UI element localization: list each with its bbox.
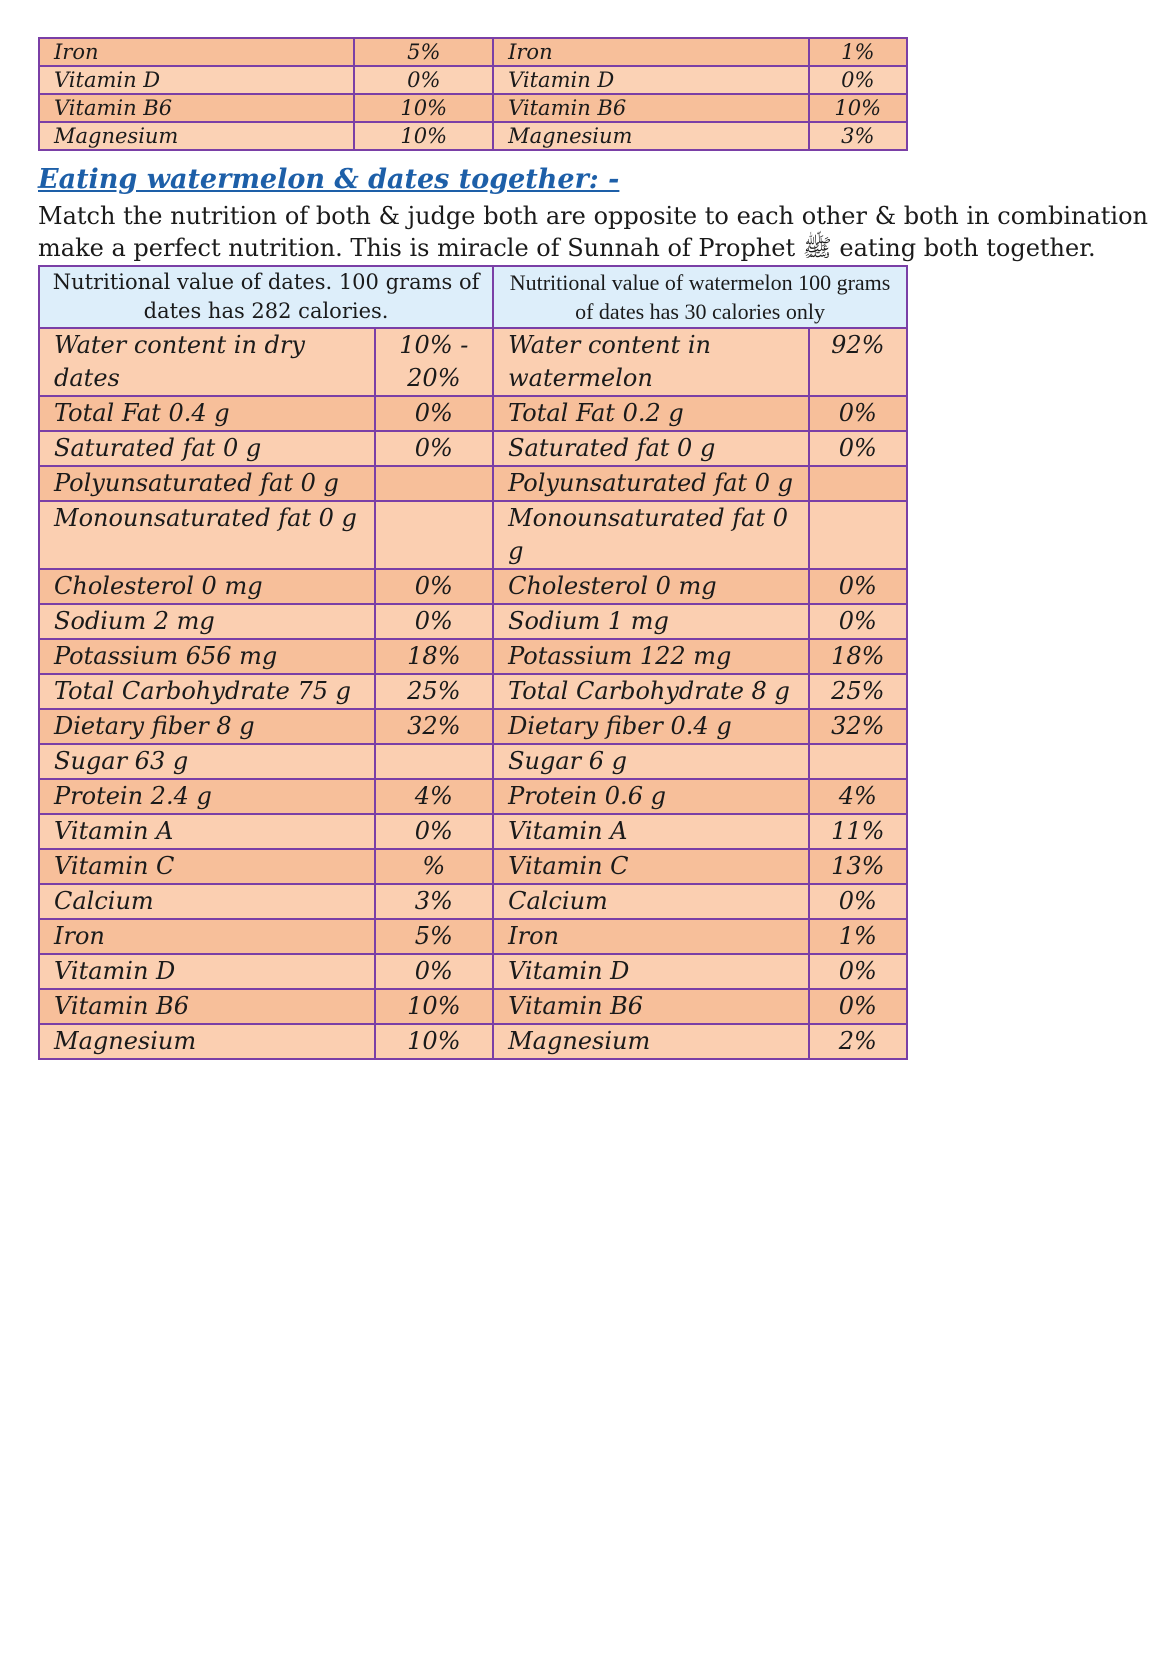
table-row (39, 814, 907, 849)
dates-nutrient-cell: Water content in dry dates (39, 328, 375, 396)
dates-value-cell: 0% (375, 954, 494, 989)
dates-value-cell: 10% (354, 94, 493, 122)
dates-nutrient-cell: Magnesium (39, 122, 354, 150)
watermelon-value-cell: 32% (809, 709, 907, 744)
comparison-table (38, 265, 908, 1060)
watermelon-nutrient-cell: Vitamin C (493, 849, 808, 884)
watermelon-nutrient-cell: Magnesium (493, 122, 808, 150)
watermelon-nutrient-cell: Saturated fat 0 g (493, 431, 808, 466)
watermelon-nutrient-cell: Dietary fiber 0.4 g (493, 709, 808, 744)
dates-nutrient-cell: Total Fat 0.4 g (39, 396, 375, 431)
watermelon-value-cell: 1% (809, 919, 907, 954)
table-row (39, 466, 907, 501)
watermelon-value-cell: 2% (809, 1024, 907, 1059)
table-row (39, 604, 907, 639)
dates-nutrient-cell: Vitamin D (39, 66, 354, 94)
dates-value-cell: 0% (354, 66, 493, 94)
dates-nutrient-cell: Magnesium (39, 1024, 375, 1059)
watermelon-value-cell: 11% (809, 814, 907, 849)
dates-value-cell: 0% (375, 431, 494, 466)
watermelon-value-cell: 0% (809, 884, 907, 919)
watermelon-value-cell: 13% (809, 849, 907, 884)
dates-value-cell: 0% (375, 569, 494, 604)
watermelon-value-cell: 1% (809, 38, 907, 66)
table-row (39, 501, 907, 569)
top-nutrition-table (38, 37, 908, 151)
watermelon-nutrient-cell: Iron (493, 919, 808, 954)
dates-nutrient-cell: Dietary fiber 8 g (39, 709, 375, 744)
dates-nutrient-cell: Sodium 2 mg (39, 604, 375, 639)
dates-nutrient-cell: Vitamin A (39, 814, 375, 849)
table-row (39, 954, 907, 989)
dates-value-cell: 10% (375, 1024, 494, 1059)
watermelon-nutrient-cell: Sodium 1 mg (493, 604, 808, 639)
watermelon-nutrient-cell: Cholesterol 0 mg (493, 569, 808, 604)
dates-nutrient-cell: Potassium 656 mg (39, 639, 375, 674)
watermelon-nutrient-cell: Total Carbohydrate 8 g (493, 674, 808, 709)
dates-value-cell: % (375, 849, 494, 884)
watermelon-value-cell: 0% (809, 954, 907, 989)
table-row (39, 569, 907, 604)
watermelon-nutrient-cell: Iron (493, 38, 808, 66)
watermelon-nutrient-cell: Vitamin B6 (493, 94, 808, 122)
watermelon-nutrient-cell: Vitamin D (493, 954, 808, 989)
watermelon-value-cell (809, 466, 907, 501)
dates-nutrient-cell: Iron (39, 38, 354, 66)
table-row (39, 396, 907, 431)
watermelon-value-cell: 10% (809, 94, 907, 122)
dates-value-cell: 3% (375, 884, 494, 919)
dates-nutrient-cell: Vitamin D (39, 954, 375, 989)
dates-value-cell: 32% (375, 709, 494, 744)
section-heading: Eating watermelon & dates together: - (38, 164, 620, 195)
dates-nutrient-cell: Protein 2.4 g (39, 779, 375, 814)
watermelon-value-cell (809, 744, 907, 779)
watermelon-value-cell: 18% (809, 639, 907, 674)
dates-nutrient-cell: Calcium (39, 884, 375, 919)
dates-nutrient-cell: Cholesterol 0 mg (39, 569, 375, 604)
dates-value-cell: 5% (354, 38, 493, 66)
dates-header: Nutritional value of dates. 100 grams of dates has 282 calories. (39, 266, 493, 328)
watermelon-nutrient-cell: Potassium 122 mg (493, 639, 808, 674)
dates-nutrient-cell: Monounsaturated fat 0 g (39, 501, 375, 569)
watermelon-value-cell: 92% (809, 328, 907, 396)
dates-value-cell (375, 744, 494, 779)
watermelon-header: Nutritional value of watermelon 100 grams of dates has 30 calories only (493, 266, 907, 328)
dates-nutrient-cell: Vitamin B6 (39, 94, 354, 122)
table-row (39, 779, 907, 814)
watermelon-value-cell: 4% (809, 779, 907, 814)
table-row (39, 431, 907, 466)
dates-value-cell: 10% (354, 122, 493, 150)
watermelon-nutrient-cell: Magnesium (493, 1024, 808, 1059)
table-row (39, 709, 907, 744)
dates-nutrient-cell: Sugar 63 g (39, 744, 375, 779)
paragraph-line-1: Match the nutrition of both & judge both are opposite to each other & both in combination (38, 202, 1148, 230)
dates-value-cell: 0% (375, 814, 494, 849)
table-row (39, 639, 907, 674)
watermelon-nutrient-cell: Sugar 6 g (493, 744, 808, 779)
dates-nutrient-cell: Iron (39, 919, 375, 954)
watermelon-nutrient-cell: Protein 0.6 g (493, 779, 808, 814)
watermelon-nutrient-cell: Water content in watermelon (493, 328, 808, 396)
dates-value-cell: 4% (375, 779, 494, 814)
dates-nutrient-cell: Vitamin B6 (39, 989, 375, 1024)
dates-value-cell: 0% (375, 396, 494, 431)
dates-value-cell: 10% - 20% (375, 328, 494, 396)
watermelon-value-cell (809, 501, 907, 569)
table-row (39, 122, 907, 150)
table-row (39, 884, 907, 919)
watermelon-value-cell: 0% (809, 569, 907, 604)
table-row (39, 674, 907, 709)
dates-value-cell: 18% (375, 639, 494, 674)
table-row (39, 849, 907, 884)
table-row (39, 989, 907, 1024)
watermelon-value-cell: 25% (809, 674, 907, 709)
dates-value-cell: 0% (375, 604, 494, 639)
watermelon-nutrient-cell: Calcium (493, 884, 808, 919)
table-row (39, 1024, 907, 1059)
watermelon-value-cell: 0% (809, 431, 907, 466)
table-row (39, 328, 907, 396)
table-row (39, 66, 907, 94)
watermelon-nutrient-cell: Vitamin B6 (493, 989, 808, 1024)
watermelon-value-cell: 0% (809, 66, 907, 94)
watermelon-nutrient-cell: Total Fat 0.2 g (493, 396, 808, 431)
watermelon-nutrient-cell: Polyunsaturated fat 0 g (493, 466, 808, 501)
paragraph-line-2: make a perfect nutrition. This is miracle of Sunnah of Prophet ﷺ eating both together. (38, 234, 1096, 262)
table-row (39, 94, 907, 122)
dates-nutrient-cell: Total Carbohydrate 75 g (39, 674, 375, 709)
dates-nutrient-cell: Saturated fat 0 g (39, 431, 375, 466)
dates-value-cell (375, 501, 494, 569)
intro-paragraph (38, 200, 1148, 264)
watermelon-value-cell: 0% (809, 989, 907, 1024)
watermelon-value-cell: 3% (809, 122, 907, 150)
dates-nutrient-cell: Polyunsaturated fat 0 g (39, 466, 375, 501)
dates-value-cell: 10% (375, 989, 494, 1024)
watermelon-nutrient-cell: Vitamin D (493, 66, 808, 94)
dates-nutrient-cell: Vitamin C (39, 849, 375, 884)
watermelon-value-cell: 0% (809, 396, 907, 431)
table-row (39, 38, 907, 66)
dates-value-cell: 25% (375, 674, 494, 709)
watermelon-nutrient-cell: Vitamin A (493, 814, 808, 849)
dates-value-cell (375, 466, 494, 501)
table-row (39, 919, 907, 954)
watermelon-nutrient-cell: Monounsaturated fat 0 g (493, 501, 808, 569)
table-row (39, 744, 907, 779)
dates-value-cell: 5% (375, 919, 494, 954)
watermelon-value-cell: 0% (809, 604, 907, 639)
